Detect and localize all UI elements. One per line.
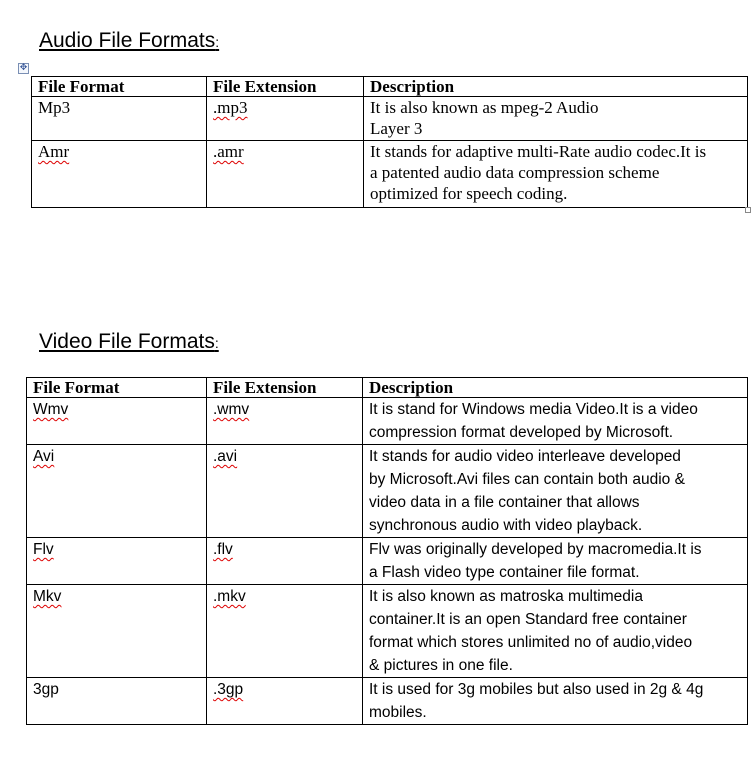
description-cell [363, 678, 748, 725]
format-text: Mkv [33, 588, 62, 605]
extension-text: .mp3 [213, 98, 248, 117]
description-line: It is used for 3g mobiles but also used in 2g & 4g [369, 681, 704, 698]
description-line: optimized for speech coding. [370, 184, 568, 203]
format-cell [32, 141, 207, 208]
format-text: Avi [33, 448, 55, 465]
extension-cell [207, 97, 364, 141]
format-text: 3gp [33, 681, 59, 698]
description-line: compression format developed by Microsoft. [369, 424, 674, 441]
table-row [27, 678, 748, 725]
description-line: & pictures in one file. [369, 657, 513, 674]
format-cell [32, 97, 207, 141]
format-text: Flv [33, 541, 54, 558]
video-section-heading [39, 330, 219, 354]
format-cell [27, 585, 207, 678]
description-line: by Microsoft.Avi files can contain both audio & [369, 471, 685, 488]
video-heading-colon: : [214, 335, 219, 351]
table-row [32, 141, 748, 208]
format-cell [27, 398, 207, 445]
description-line: It stands for adaptive multi-Rate audio codec.It is [370, 142, 707, 161]
audio-formats-table [31, 76, 748, 208]
format-cell [27, 678, 207, 725]
column-header-file-extension: File Extension [207, 77, 364, 97]
description-line: synchronous audio with video playback. [369, 517, 643, 534]
table-row [27, 538, 748, 585]
extension-cell [207, 678, 363, 725]
column-header-file-format: File Format [27, 378, 207, 398]
description-cell [363, 538, 748, 585]
description-line: container.It is an open Standard free container [369, 611, 687, 628]
column-header-description: Description [363, 378, 748, 398]
column-header-file-format: File Format [32, 77, 207, 97]
description-line: It is stand for Windows media Video.It is a video [369, 401, 698, 418]
table-row [27, 585, 748, 678]
format-text: Amr [38, 142, 70, 161]
extension-cell [207, 538, 363, 585]
description-line: It stands for audio video interleave developed [369, 448, 681, 465]
description-line: Flv was originally developed by macromedia.It is [369, 541, 702, 558]
column-header-file-extension: File Extension [207, 378, 363, 398]
table-header-row [32, 77, 748, 97]
extension-text: .amr [213, 142, 244, 161]
extension-text: .avi [213, 448, 238, 465]
description-line: It is also known as matroska multimedia [369, 588, 643, 605]
extension-text: .flv [213, 541, 233, 558]
table-row [32, 97, 748, 141]
description-line: video data in a file container that allows [369, 494, 640, 511]
extension-cell [207, 585, 363, 678]
table-row [27, 398, 748, 445]
description-line: mobiles. [369, 704, 427, 721]
format-text: Wmv [33, 401, 69, 418]
table-header-row [27, 378, 748, 398]
description-cell [364, 97, 748, 141]
extension-cell [207, 445, 363, 538]
description-cell [363, 585, 748, 678]
extension-text: .3gp [213, 681, 244, 698]
video-heading-text: Video File Formats [39, 330, 215, 353]
audio-section-heading [39, 29, 219, 53]
column-header-description: Description [364, 77, 748, 97]
resize-handle-icon[interactable] [745, 207, 751, 213]
extension-text: .mkv [213, 588, 246, 605]
format-cell [27, 538, 207, 585]
description-line: Layer 3 [370, 119, 423, 138]
video-formats-table [26, 377, 748, 725]
format-cell [27, 445, 207, 538]
extension-cell [207, 141, 364, 208]
description-line: It is also known as mpeg-2 Audio [370, 98, 599, 117]
description-cell [363, 445, 748, 538]
description-line: a patented audio data compression scheme [370, 163, 660, 182]
format-text: Mp3 [38, 98, 71, 117]
audio-heading-text: Audio File Formats [39, 29, 216, 52]
description-line: a Flash video type container file format. [369, 564, 640, 581]
description-line: format which stores unlimited no of audio,video [369, 634, 693, 651]
table-row [27, 445, 748, 538]
description-cell [364, 141, 748, 208]
description-cell [363, 398, 748, 445]
extension-text: .wmv [213, 401, 250, 418]
audio-heading-colon: : [215, 34, 220, 50]
extension-cell [207, 398, 363, 445]
move-arrows-icon[interactable]: ✥ [19, 63, 28, 73]
